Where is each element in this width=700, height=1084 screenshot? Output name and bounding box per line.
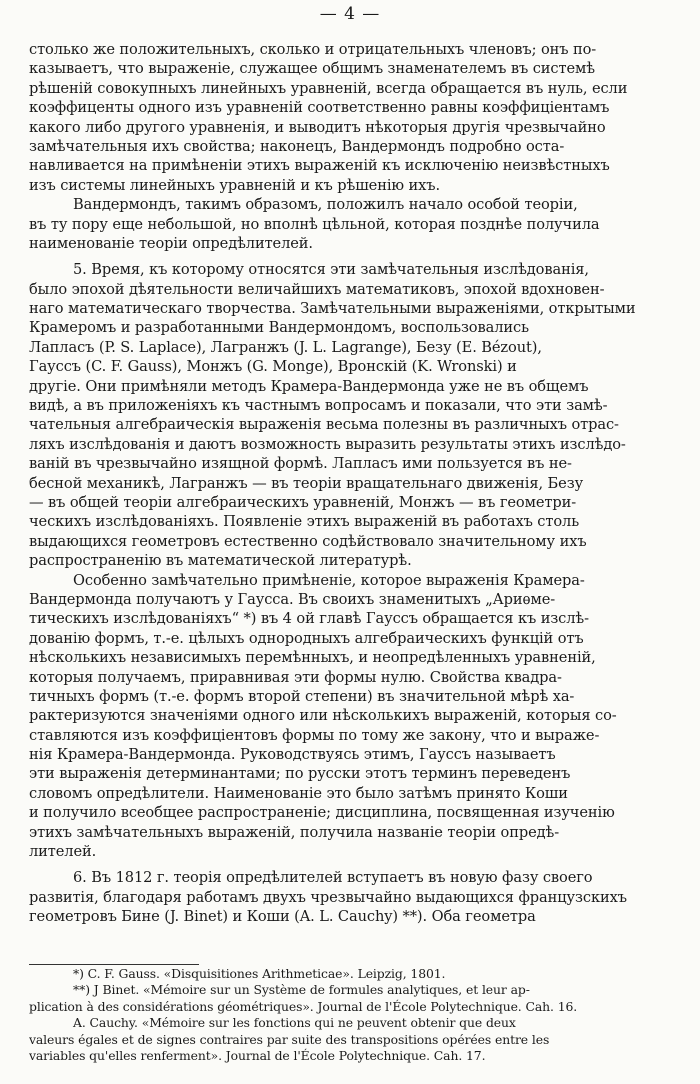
text-line: ляхъ изслѣдованія и даютъ возможность выразить результаты этихъ изслѣдо- bbox=[29, 435, 626, 453]
page-number: — 4 — bbox=[319, 4, 381, 24]
text-line: ваній въ чрезвычайно изящной формѣ. Лапласъ ими пользуется въ не- bbox=[29, 455, 572, 473]
text-line: лителей. bbox=[29, 843, 97, 861]
text-line: замѣчательныя ихъ свойства; наконецъ, Вандермондъ подробно оста- bbox=[29, 137, 565, 155]
text-line: — въ общей теоріи алгебраическихъ уравненій, Монжъ — въ геометри- bbox=[29, 493, 577, 511]
footnote-binet: **) J Binet. «Mémoire sur un Système de formules analytiques, et leur ap- bbox=[73, 982, 530, 998]
text-line: рактеризуются значеніями одного или нѣсколькихъ выраженій, которыя со- bbox=[29, 707, 617, 725]
text-line: словомъ опредѣлители. Наименованіе это было затѣмъ принято Коши bbox=[29, 784, 568, 802]
body-text bbox=[29, 40, 671, 927]
text-line: изъ системы линейныхъ уравненій и къ рѣшенію ихъ. bbox=[29, 176, 441, 194]
text-line: видѣ, а въ приложеніяхъ къ частнымъ вопросамъ и показали, что эти замѣ- bbox=[29, 397, 608, 415]
text-line: эти выраженія детерминантами; по русски этотъ терминъ переведенъ bbox=[29, 765, 571, 783]
text-line: геометровъ Бине (J. Binet) и Коши (A. L. Cauchy) **). Оба геометра bbox=[29, 908, 536, 926]
footnote-cauchy: A. Cauchy. «Mémoire sur les fonctions qui ne peuvent obtenir que deux bbox=[73, 1015, 516, 1031]
text-line: навливается на примѣненіи этихъ выраженій къ исключенію неизвѣстныхъ bbox=[29, 157, 610, 175]
text-line: какого либо другого уравненія, и выводитъ нѣкоторыя другія чрезвычайно bbox=[29, 118, 606, 136]
footnote-cauchy-cont: variables qu'elles renferment». Journal de l'École Polytechnique. Cah. 17. bbox=[29, 1047, 486, 1063]
text-line: распространенію въ математической литературѣ. bbox=[29, 552, 412, 570]
text-line: Лапласъ (P. S. Laplace), Лагранжъ (J. L. Lagrange), Безу (E. Bézout), bbox=[29, 338, 542, 356]
text-line: которыя получаемъ, приравнивая эти формы нулю. Свойства квадра- bbox=[29, 668, 562, 686]
footnote-binet-cont: plication à des considérations géométriques». Journal de l'École Polytechnique. Cah. 16. bbox=[29, 998, 578, 1014]
text-line: дованію формъ, т.-е. цѣлыхъ однородныхъ алгебраическихъ функцій отъ bbox=[29, 629, 584, 647]
text-line: коэффиценты одного изъ уравненій соответственно равны коэффиціентамъ bbox=[29, 99, 610, 117]
text-line: Вандермонда получаютъ у Гаусса. Въ своихъ знаменитыхъ „Ариѳме- bbox=[29, 590, 556, 608]
text-line: Крамеромъ и разработанными Вандермондомъ, воспользовались bbox=[29, 319, 529, 337]
section-6-start: 6. Въ 1812 г. теорія опредѣлителей вступаетъ въ новую фазу своего bbox=[73, 869, 593, 887]
text-line: было эпохой дѣятельности величайшихъ математиковъ, эпохой вдохновен- bbox=[29, 280, 605, 298]
text-line: ческихъ изслѣдованіяхъ. Появленіе этихъ выраженій въ работахъ столь bbox=[29, 513, 580, 531]
text-line: нѣсколькихъ независимыхъ перемѣнныхъ, и неопредѣленныхъ уравненій, bbox=[29, 649, 596, 667]
footnote-cauchy-cont: valeurs égales et de signes contraires par suite des transpositions opérées entre les bbox=[29, 1031, 550, 1047]
section-5-start: 5. Время, къ которому относятся эти замѣчательныя изслѣдованія, bbox=[73, 261, 589, 279]
text-line: казываетъ, что выраженіе, служащее общимъ знаменателемъ въ системѣ bbox=[29, 60, 595, 78]
text-line: столько же положительныхъ, сколько и отрицательныхъ членовъ; онъ по- bbox=[29, 41, 597, 58]
text-line: чательныя алгебраическія выраженія весьма полезны въ различныхъ отрас- bbox=[29, 416, 619, 434]
text-line: рѣшеній совокупныхъ линейныхъ уравненій, всегда обращается въ нуль, если bbox=[29, 79, 628, 97]
text-line: наименованіе теоріи опредѣлителей. bbox=[29, 234, 313, 252]
text-line: и получило всеобщее распространеніе; дисциплина, посвященная изученію bbox=[29, 804, 615, 822]
text-line: Гауссъ (C. F. Gauss), Монжъ (G. Monge), Вронскій (K. Wronski) и bbox=[29, 358, 517, 376]
text-line: ставляются изъ коэффиціентовъ формы по тому же закону, что и выраже- bbox=[29, 726, 600, 744]
text-line: въ ту пору еще небольшой, но вполнѣ цѣльной, которая позднѣе получила bbox=[29, 215, 600, 233]
footnote-rule bbox=[29, 964, 199, 965]
text-line: наго математическаго творчества. Замѣчательными выраженіями, открытыми bbox=[29, 300, 636, 318]
text-line: Вандермондъ, такимъ образомъ, положилъ начало особой теоріи, bbox=[73, 196, 578, 214]
text-line: нія Крамера-Вандермонда. Руководствуясь этимъ, Гауссъ называетъ bbox=[29, 746, 556, 764]
text-line: тичныхъ формъ (т.-е. формъ второй степени) въ значительной мѣрѣ ха- bbox=[29, 687, 575, 705]
text-line: бесной механикѣ, Лагранжъ — въ теоріи вращательнаго движенія, Безу bbox=[29, 474, 584, 492]
text-line: другіе. Они примѣняли методъ Крамера-Вандермонда уже не въ общемъ bbox=[29, 377, 589, 395]
text-line: этихъ замѣчательныхъ выраженій, получила названіе теоріи опредѣ- bbox=[29, 823, 560, 841]
text-line: развитія, благодаря работамъ двухъ чрезвычайно выдающихся французскихъ bbox=[29, 888, 627, 906]
footnote-gauss: *) C. F. Gauss. «Disquisitiones Arithmeticae». Leipzig, 1801. bbox=[73, 966, 446, 981]
text-line: выдающихся геометровъ естественно содѣйствовало значительному ихъ bbox=[29, 532, 587, 550]
text-line: тическихъ изслѣдованіяхъ“ *) въ 4 ой главѣ Гауссъ обращается къ изслѣ- bbox=[29, 610, 589, 628]
footnotes bbox=[29, 966, 679, 1064]
text-line: Особенно замѣчательно примѣненіе, которое выраженія Крамера- bbox=[73, 571, 585, 589]
